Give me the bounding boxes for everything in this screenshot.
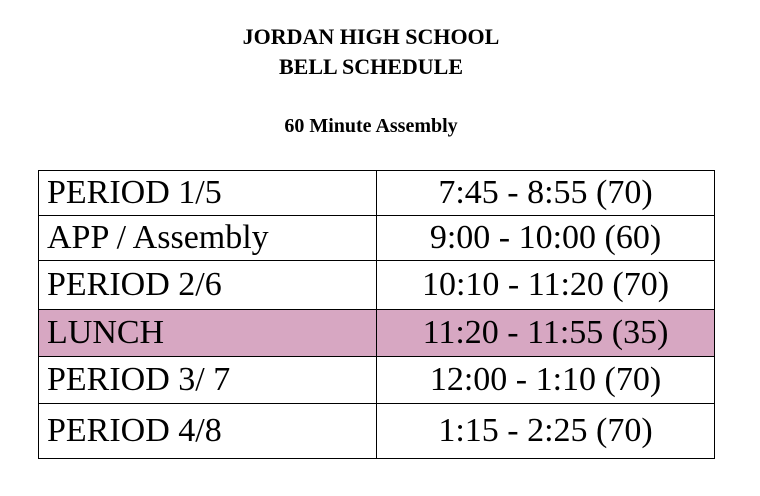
period-cell: PERIOD 2/6: [39, 261, 377, 310]
time-cell: 1:15 - 2:25 (70): [377, 404, 715, 459]
period-cell: PERIOD 3/ 7: [39, 357, 377, 404]
period-cell: LUNCH: [39, 310, 377, 357]
table-row: [39, 404, 715, 459]
table-row: [39, 261, 715, 310]
table-row: [39, 216, 715, 261]
period-cell: PERIOD 1/5: [39, 171, 377, 216]
time-cell: 7:45 - 8:55 (70): [377, 171, 715, 216]
time-cell: 10:10 - 11:20 (70): [377, 261, 715, 310]
schedule-subtitle: 60 Minute Assembly: [284, 115, 458, 137]
time-cell: 9:00 - 10:00 (60): [377, 216, 715, 261]
bell-schedule-table: [38, 170, 715, 459]
period-cell: PERIOD 4/8: [39, 404, 377, 459]
school-name: JORDAN HIGH SCHOOL: [242, 24, 500, 49]
period-cell: APP / Assembly: [39, 216, 377, 261]
schedule-title: BELL SCHEDULE: [278, 54, 463, 79]
time-cell: 12:00 - 1:10 (70): [377, 357, 715, 404]
table-row: [39, 171, 715, 216]
lunch-row: [39, 310, 715, 357]
table-row: [39, 357, 715, 404]
time-cell: 11:20 - 11:55 (35): [377, 310, 715, 357]
